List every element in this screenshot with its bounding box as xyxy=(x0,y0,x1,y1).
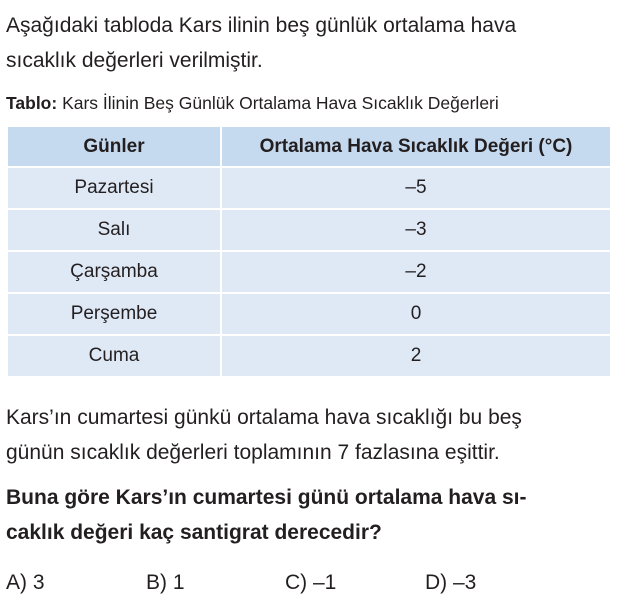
temperature-cell: –3 xyxy=(221,209,611,251)
intro-text xyxy=(6,8,618,78)
header-temperature: Ortalama Hava Sıcaklık Değeri (°C) xyxy=(221,126,611,167)
header-days: Günler xyxy=(7,126,221,167)
table-caption-text: Kars İlinin Beş Günlük Ortalama Hava Sıcaklık Değerleri xyxy=(57,93,499,113)
option-a[interactable]: A) 3 xyxy=(6,571,45,594)
table-row xyxy=(7,167,611,209)
option-b[interactable]: B) 1 xyxy=(146,571,185,594)
day-cell: Çarşamba xyxy=(7,251,221,293)
day-cell: Pazartesi xyxy=(7,167,221,209)
table-row xyxy=(7,335,611,377)
temperature-cell: –2 xyxy=(221,251,611,293)
intro-line-2: sıcaklık değerleri verilmiştir. xyxy=(6,49,263,72)
table-row xyxy=(7,251,611,293)
table-row xyxy=(7,209,611,251)
question-line-1: Buna göre Kars’ın cumartesi günü ortalama hava sı- xyxy=(6,486,527,509)
table-row xyxy=(7,293,611,335)
day-cell: Cuma xyxy=(7,335,221,377)
problem-line-1: Kars’ın cumartesi günkü ortalama hava sıcaklığı bu beş xyxy=(6,406,522,429)
table-caption-lead: Tablo: xyxy=(6,93,58,113)
option-c[interactable]: C) –1 xyxy=(285,571,337,594)
table-caption xyxy=(6,92,499,114)
table-header-row xyxy=(7,126,611,167)
problem-line-2: günün sıcaklık değerleri toplamının 7 fazlasına eşittir. xyxy=(6,441,500,464)
temperature-cell: 2 xyxy=(221,335,611,377)
temperature-table xyxy=(6,125,612,378)
question-text xyxy=(6,480,618,550)
day-cell: Salı xyxy=(7,209,221,251)
temperature-cell: –5 xyxy=(221,167,611,209)
day-cell: Perşembe xyxy=(7,293,221,335)
problem-statement xyxy=(6,400,618,470)
question-line-2: caklık değeri kaç santigrat derecedir? xyxy=(6,521,382,544)
option-d[interactable]: D) –3 xyxy=(425,571,477,594)
temperature-cell: 0 xyxy=(221,293,611,335)
intro-line-1: Aşağıdaki tabloda Kars ilinin beş günlük ortalama hava xyxy=(6,14,517,37)
